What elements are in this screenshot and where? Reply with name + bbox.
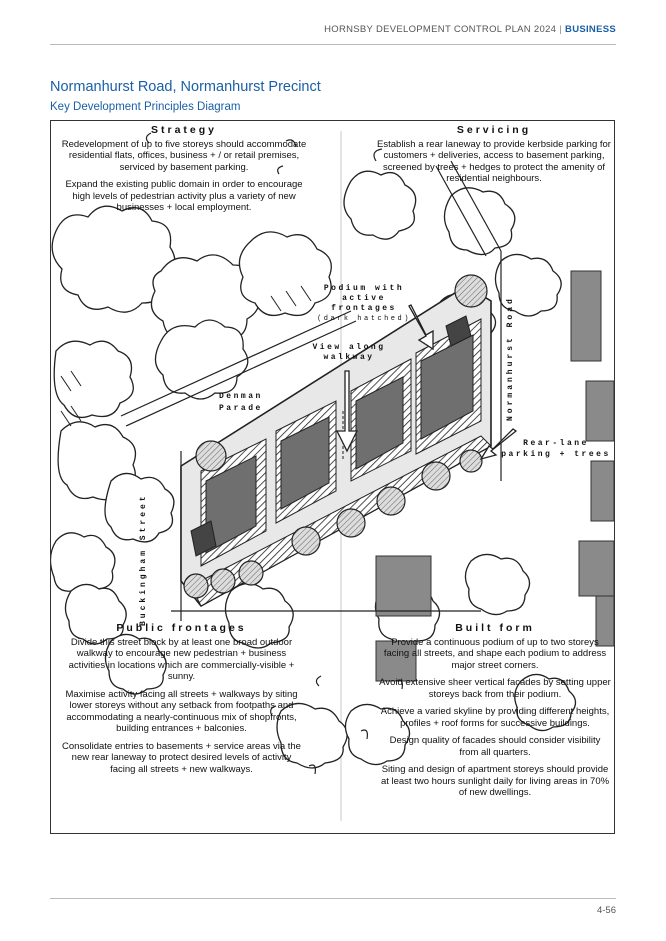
public-frontages-para-3: Consolidate entries to basements + service areas via the new rear laneway to protect desired levels of activity facing all streets + new walkways.: [62, 740, 301, 775]
strategy-para-2: Expand the existing public domain in order to encourage high levels of pedestrian activity plus a variety of new businesses + local employment.: [65, 179, 303, 213]
podium-label-text: Podium with active frontages: [323, 284, 405, 313]
built-form-para-1: Provide a continuous podium of up to two storeys facing all streets, and shape each podium to address major street corners.: [383, 636, 607, 671]
buckingham-street-label: Buckingham Street: [139, 493, 148, 626]
strategy-box: [59, 125, 309, 220]
podium-label: [309, 284, 419, 324]
podium-label-note: (dark hatched): [317, 315, 411, 323]
public-frontages-heading: Public frontages: [116, 622, 247, 634]
public-frontages-para-1: Divide this street block by at least one broad outdoor walkway to encourage new pedestrian + business activities in locations which are commercially-visible + sunny.: [68, 636, 295, 682]
built-form-para-2: Avoid extensive sheer vertical facades by setting upper storeys back from their podium.: [379, 677, 611, 700]
servicing-heading: Servicing: [456, 124, 532, 136]
header-separator: |: [559, 24, 563, 35]
built-form-heading: Built form: [455, 622, 535, 634]
doc-title: HORNSBY DEVELOPMENT CONTROL PLAN 2024: [324, 24, 557, 35]
denman-parade-label: Denman Parade: [219, 392, 263, 413]
servicing-box: [375, 125, 613, 191]
built-form-para-4: Design quality of facades should consider visibility from all quarters.: [389, 735, 601, 758]
servicing-para-1: Establish a rear laneway to provide kerbside parking for customers + deliveries, access to basement parking, screened by trees + hedges to protect the amenity of residential neighbours.: [377, 138, 611, 184]
diagram-subtitle: Key Development Principles Diagram: [50, 101, 241, 113]
built-form-box: [379, 623, 611, 805]
built-form-para-3: Achieve a varied skyline by providing different heights, profiles + roof forms for successive buildings.: [380, 706, 610, 729]
public-frontages-box: [59, 623, 304, 781]
normanhurst-road-label: Normanhurst Road: [506, 296, 515, 421]
section-name: BUSINESS: [565, 24, 616, 35]
page-number: 4-56: [596, 905, 616, 916]
diagram-frame: [50, 120, 615, 834]
strategy-para-1: Redevelopment of up to five storeys should accommodate residential flats, offices, business + / or retail premises, serviced by basement parking.: [61, 138, 307, 173]
footer-rule: [50, 898, 616, 899]
view-walkway-label: View along walkway: [312, 343, 386, 362]
page-header: [324, 24, 616, 35]
public-frontages-para-2: Maximise activity facing all streets + walkways by siting lower storeys without any setback from footpaths and accommodating a nearly-continuous mix of shopfronts, building entrances + balconies.: [65, 688, 298, 734]
rear-lane-label: Rear-lane parking + trees: [501, 439, 611, 459]
built-form-para-5: Siting and design of apartment storeys should provide at least two hours sunlight daily for living areas in 70% of new dwellings.: [380, 764, 610, 798]
strategy-heading: Strategy: [150, 124, 217, 136]
page-title: Normanhurst Road, Normanhurst Precinct: [50, 79, 321, 95]
header-rule: [50, 44, 616, 45]
